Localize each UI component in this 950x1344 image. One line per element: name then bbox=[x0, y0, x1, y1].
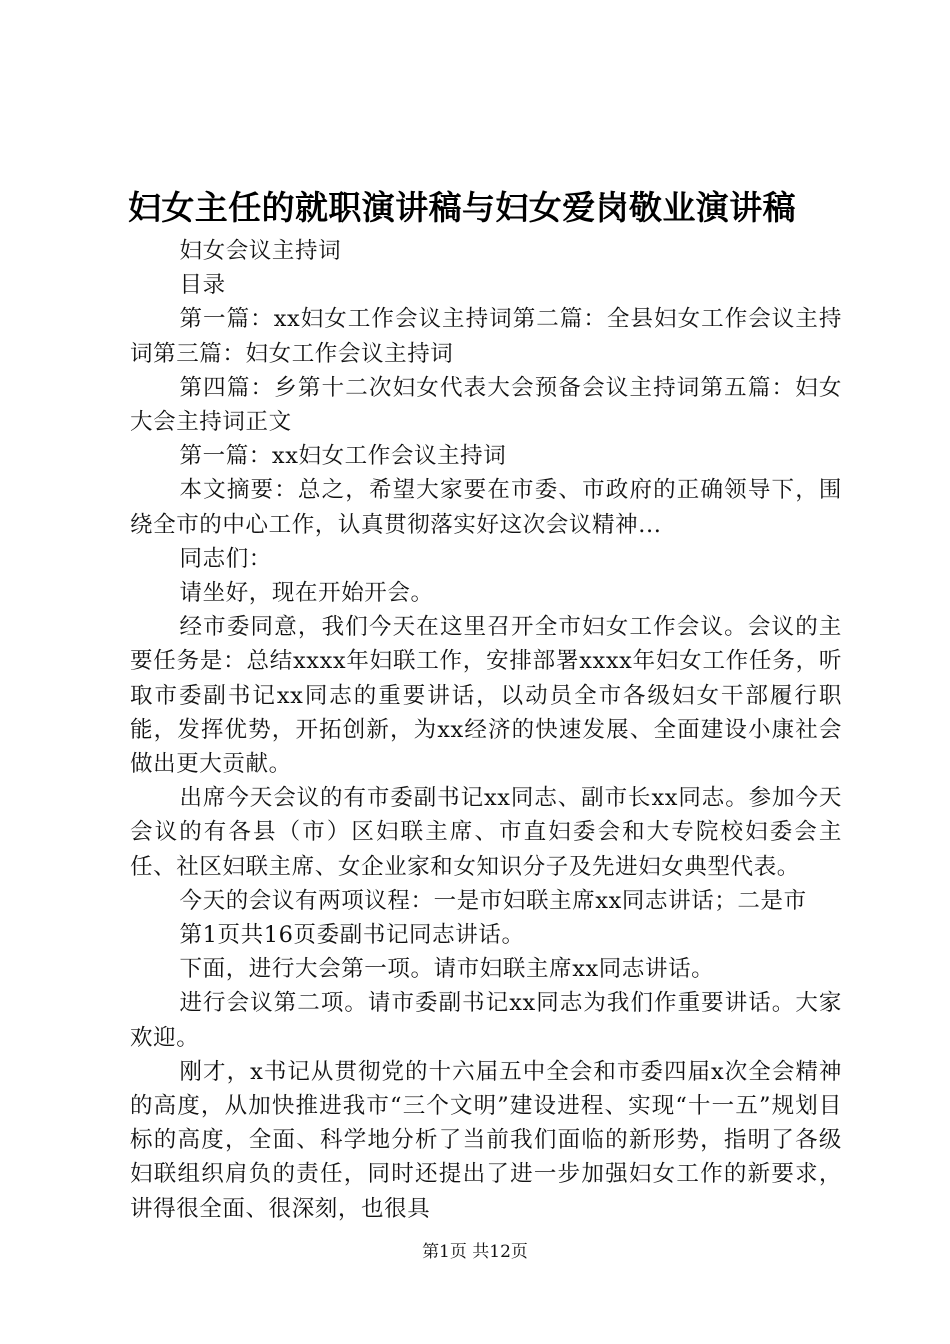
paragraph-attendees: 出席今天会议的有市委副书记xx同志、副市长xx同志。参加今天会议的有各县（市）区妇联主席、市直妇委会和大专院校妇委会主任、社区妇联主席、女企业家和女知识分子及先进妇女典型代表。 bbox=[130, 785, 842, 880]
paragraph-meeting-purpose: 经市委同意，我们今天在这里召开全市妇女工作会议。会议的主要任务是：总结xxxx年妇联工作，安排部署xxxx年妇女工作任务，听取市委副书记xx同志的重要讲话，以动员全市各级妇女干部履行职能，发挥优势，开拓创新，为xx经济的快速发展、全面建设小康社会做出更大贡献。 bbox=[130, 614, 842, 778]
paragraph-item-one: 下面，进行大会第一项。请市妇联主席xx同志讲话。 bbox=[179, 956, 715, 983]
paragraph-agenda-continued: 第1页共16页委副书记同志讲话。 bbox=[179, 922, 525, 949]
paragraph-toc-1: 第一篇：xx妇女工作会议主持词第二篇：全县妇女工作会议主持词第三篇：妇女工作会议主持词 bbox=[130, 306, 842, 367]
paragraph-greeting: 同志们： bbox=[179, 545, 272, 572]
paragraph-opening: 请坐好，现在开始开会。 bbox=[179, 580, 434, 607]
paragraph-heading: 妇女会议主持词 bbox=[179, 238, 342, 264]
document-body bbox=[130, 234, 842, 1226]
paragraph-toc-2: 第四篇：乡第十二次妇女代表大会预备会议主持词第五篇：妇女大会主持词正文 bbox=[130, 374, 842, 436]
paragraph-abstract: 本文摘要：总之，希望大家要在市委、市政府的正确领导下，围绕全市的中心工作，认真贯彻落实好这次会议精神... bbox=[130, 477, 842, 538]
page-footer: 第1页 共12页 bbox=[422, 1242, 528, 1262]
paragraph-toc-label: 目录 bbox=[179, 272, 226, 299]
paragraph-summary: 刚才，x书记从贯彻党的十六届五中全会和市委四届x次全会精神的高度，从加快推进我市“三个文明”建设进程、实现“十一五”规划目标的高度，全面、科学地分析了当前我们面临的新形势，指明了各级妇联组织肩负的责任，同时还提出了进一步加强妇女工作的新要求，讲得很全面、很深刻，也很具 bbox=[130, 1058, 842, 1222]
paragraph-item-two: 进行会议第二项。请市委副书记xx同志为我们作重要讲话。大家欢迎。 bbox=[130, 990, 842, 1051]
paragraph-section-title: 第一篇：xx妇女工作会议主持词 bbox=[179, 443, 507, 470]
paragraph-agenda: 今天的会议有两项议程：一是市妇联主席xx同志讲话；二是市 bbox=[179, 887, 807, 914]
document-title: 妇女主任的就职演讲稿与妇女爱岗敬业演讲稿 bbox=[128, 188, 796, 227]
